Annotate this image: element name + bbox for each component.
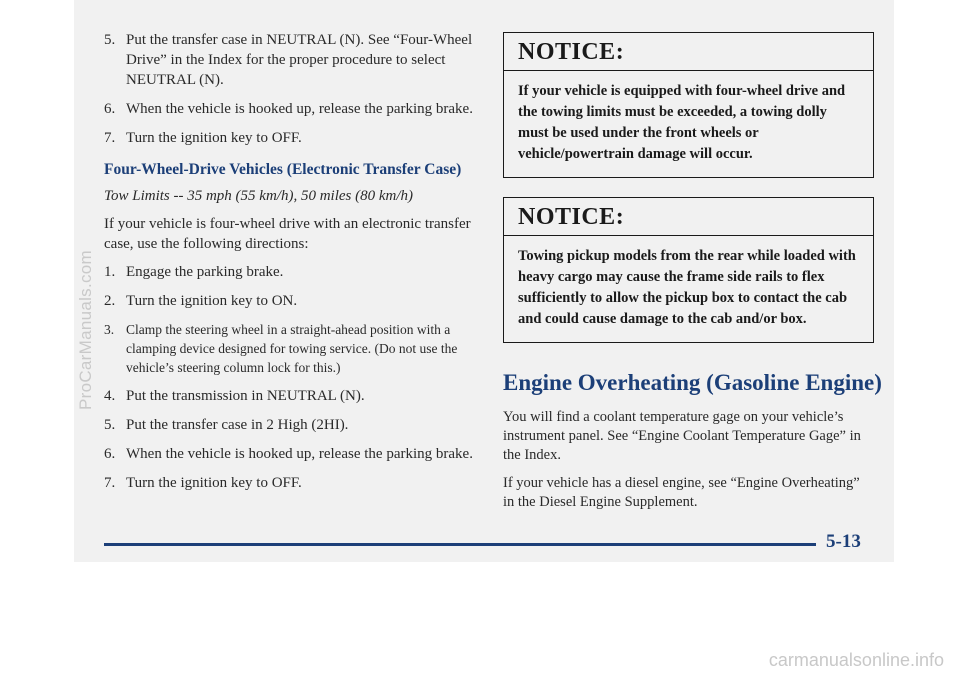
step-text: Put the transfer case in NEUTRAL (N). See “Four-Wheel Drive” in the Index for the proper procedure to select NEUTRAL (N). [126, 32, 473, 88]
step-text: When the vehicle is hooked up, release the parking brake. [126, 101, 473, 117]
notice-title: NOTICE: [504, 33, 873, 71]
step-text: Clamp the steering wheel in a straight-ahead position with a clamping device designed for towing service. (Do not use the vehicle’s steering column lock for this.) [126, 322, 458, 375]
intro-paragraph: If your vehicle is four-wheel drive with an electronic transfer case, use the following directions: [104, 216, 471, 252]
list-item [104, 320, 484, 377]
list-item [104, 473, 484, 493]
footer-rule [104, 543, 816, 546]
list-item [104, 444, 484, 464]
left-column [104, 30, 484, 502]
list-item [104, 99, 484, 119]
step-text: Engage the parking brake. [126, 264, 284, 280]
step-text: Turn the ignition key to ON. [126, 293, 298, 309]
subsection-heading: Four-Wheel-Drive Vehicles (Electronic Transfer Case) [104, 161, 462, 178]
tow-limits: Tow Limits -- 35 mph (55 km/h), 50 miles (80 km/h) [104, 188, 414, 204]
step-text: Turn the ignition key to OFF. [126, 475, 302, 491]
page-number: 5-13 [826, 531, 861, 552]
list-item [104, 415, 484, 435]
step-text: Turn the ignition key to OFF. [126, 130, 302, 146]
bottom-watermark: carmanualsonline.info [768, 650, 944, 670]
step-text: Put the transmission in NEUTRAL (N). [126, 388, 365, 404]
list-item [104, 291, 484, 311]
step-number: 3. [104, 322, 115, 337]
step-number: 5. [104, 417, 116, 433]
side-watermark: ProCarManuals.com [76, 249, 95, 411]
step-text: Put the transfer case in 2 High (2HI). [126, 417, 349, 433]
notice-title: NOTICE: [504, 198, 873, 236]
notice-body: Towing pickup models from the rear while loaded with heavy cargo may cause the frame side rails to flex sufficiently to allow the pickup box to contact the cab and could cause damage to the cab and/or box. [518, 248, 856, 327]
step-text: When the vehicle is hooked up, release the parking brake. [126, 446, 473, 462]
step-number: 7. [104, 130, 116, 146]
list-item [104, 386, 484, 406]
notice-box-pickup [503, 197, 874, 343]
step-number: 1. [104, 264, 116, 280]
step-number: 6. [104, 446, 116, 462]
step-number: 2. [104, 293, 116, 309]
list-item [104, 30, 484, 90]
step-number: 7. [104, 475, 116, 491]
step-number: 4. [104, 388, 116, 404]
section-paragraph: If your vehicle has a diesel engine, see “Engine Overheating” in the Diesel Engine Supplement. [503, 475, 860, 510]
notice-box-four-wheel [503, 32, 874, 178]
step-number: 5. [104, 32, 116, 48]
list-item [104, 262, 484, 282]
section-body [503, 408, 873, 521]
notice-body: If your vehicle is equipped with four-wheel drive and the towing limits must be exceeded, a towing dolly must be used under the front wheels or vehicle/powertrain damage will occur. [518, 83, 846, 162]
section-heading: Engine Overheating (Gasoline Engine) [503, 370, 882, 395]
list-item [104, 128, 484, 148]
step-number: 6. [104, 101, 116, 117]
section-paragraph: You will find a coolant temperature gage on your vehicle’s instrument panel. See “Engine Coolant Temperature Gage” in the Index. [503, 409, 861, 463]
